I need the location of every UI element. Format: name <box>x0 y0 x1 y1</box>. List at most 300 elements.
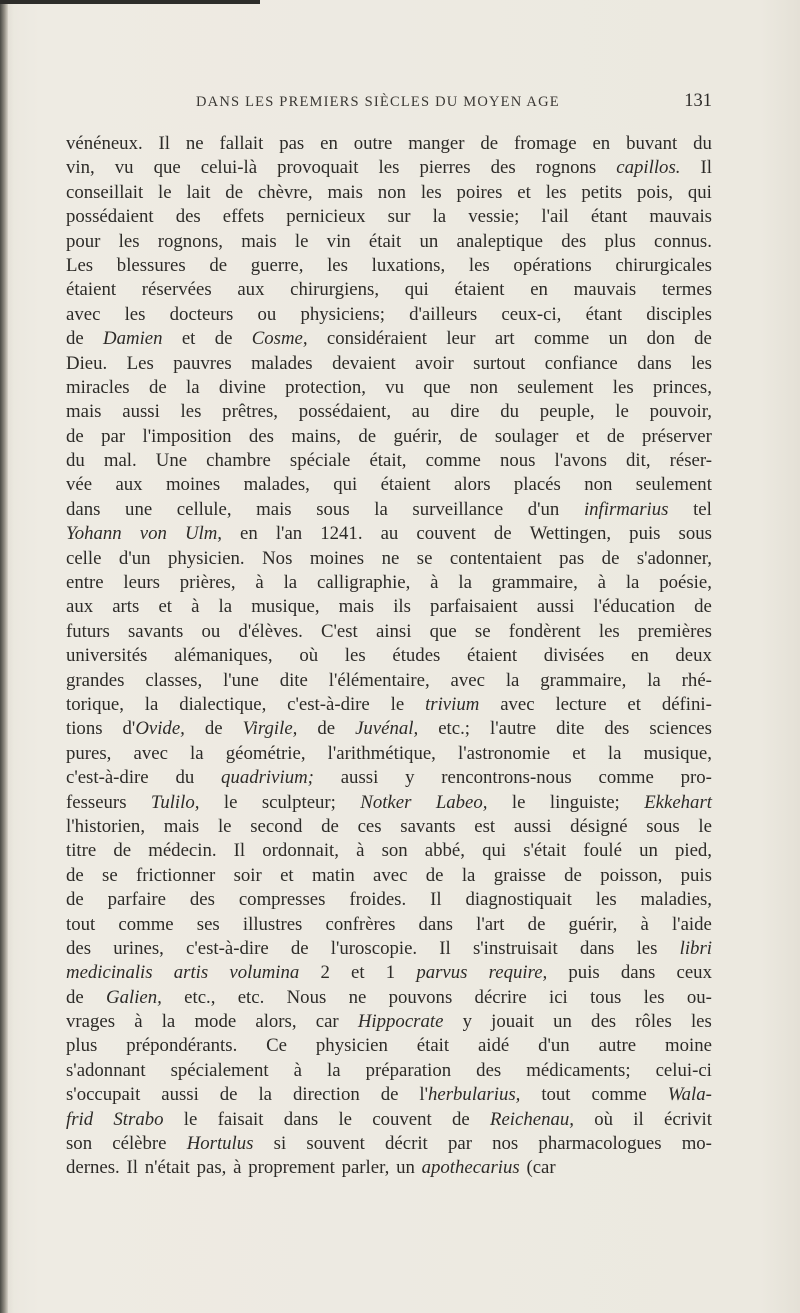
word: calligraphie, <box>316 572 411 594</box>
word: chirurgicales <box>615 254 712 276</box>
word: 1241. <box>320 523 363 545</box>
word: aussi <box>161 1084 199 1106</box>
word: l'une <box>223 669 259 691</box>
word: de <box>606 425 625 447</box>
word: seulement <box>517 376 594 398</box>
word: dit, <box>626 450 651 472</box>
word: les <box>690 1011 712 1033</box>
word: titre <box>66 840 97 862</box>
word: petits <box>581 181 623 203</box>
word: musique, <box>251 596 320 618</box>
word: la <box>327 1059 341 1081</box>
word: il <box>633 1108 644 1130</box>
word: fondèrent <box>508 620 581 642</box>
word: puis <box>680 864 712 886</box>
word: dans <box>66 498 101 520</box>
word: aidé <box>477 1035 510 1057</box>
word: par <box>447 1133 472 1155</box>
text-line <box>66 254 712 278</box>
word: dans <box>620 962 656 984</box>
word: etc., <box>184 986 216 1008</box>
word: physiciens; <box>300 303 385 325</box>
word: du <box>693 133 712 154</box>
word: en <box>630 645 649 667</box>
word: art <box>494 328 515 350</box>
word: étaient <box>454 279 505 301</box>
word: de <box>290 937 309 959</box>
word: pied, <box>674 840 712 862</box>
word: surveillance <box>412 498 504 520</box>
running-header <box>68 91 712 120</box>
word: le <box>511 791 526 813</box>
word: la <box>461 864 476 886</box>
text-line <box>66 425 712 449</box>
word: spécialement <box>170 1059 269 1081</box>
word: en <box>240 523 258 545</box>
word: de <box>148 376 167 398</box>
word: les <box>118 230 140 252</box>
word: universités <box>66 645 148 667</box>
word: les <box>180 401 202 423</box>
word: fromage <box>514 133 577 154</box>
word: et <box>517 181 531 203</box>
word: don <box>646 328 675 350</box>
text-line <box>66 1132 712 1156</box>
word: alors <box>454 474 491 496</box>
word: de <box>66 425 84 447</box>
text-line <box>66 888 712 912</box>
word: connus. <box>654 230 712 252</box>
word: tions <box>66 718 103 740</box>
word: qui <box>404 279 429 301</box>
word: et <box>181 328 196 350</box>
word: Hippocrate <box>357 1011 444 1033</box>
word: la <box>458 572 472 594</box>
word: l'aide <box>671 913 712 935</box>
word: préparation <box>365 1059 452 1081</box>
word: les <box>545 181 567 203</box>
word: la <box>607 742 622 764</box>
word: autre <box>598 1035 637 1057</box>
word: savants <box>128 620 184 642</box>
word: volumina <box>229 962 300 984</box>
word: ceux-ci, <box>501 303 562 325</box>
word: rhé- <box>681 669 712 691</box>
word: de <box>214 328 233 350</box>
text-line <box>66 644 712 668</box>
word: à <box>233 1157 242 1179</box>
word: préserver <box>641 425 712 447</box>
word: de <box>66 328 84 350</box>
word: le <box>294 230 309 252</box>
word: futurs <box>66 620 110 642</box>
word: les <box>612 376 634 398</box>
word: Ce <box>266 1035 288 1057</box>
word: ou <box>201 620 221 642</box>
word: pas <box>559 547 585 569</box>
word: le <box>217 815 232 837</box>
word: medicinalis <box>66 962 153 984</box>
word: ces <box>357 815 382 837</box>
word: mais <box>256 498 292 520</box>
word: de <box>425 864 444 886</box>
word: un <box>396 1157 415 1179</box>
word: leur <box>446 328 476 350</box>
word: abbé, <box>424 840 465 862</box>
word: des <box>591 1011 617 1033</box>
word: où <box>594 1108 614 1130</box>
word: couvent <box>372 1108 432 1130</box>
word: l'arithmétique, <box>327 742 436 764</box>
word: ne <box>185 133 204 154</box>
word: tout <box>66 913 96 935</box>
word: provoquait <box>277 157 359 179</box>
word: Reichenau, <box>490 1108 574 1130</box>
word: artis <box>173 962 209 984</box>
word: urines, <box>113 937 164 959</box>
word: la <box>432 206 447 228</box>
word: de <box>358 425 377 447</box>
word: sous <box>316 498 350 520</box>
text-line <box>66 986 712 1010</box>
word: possédaient <box>66 206 154 228</box>
word: et <box>572 742 586 764</box>
word: illustres <box>242 913 303 935</box>
word: docteurs <box>169 303 234 325</box>
word: grammaire, <box>540 669 627 691</box>
word: vée <box>66 474 93 496</box>
word: celui-ci <box>655 1059 712 1081</box>
word: aux <box>66 596 94 618</box>
word: mal. <box>103 450 137 472</box>
word: les <box>468 254 490 276</box>
word: malades, <box>243 474 310 496</box>
word: dialectique, <box>179 693 267 715</box>
text-line <box>66 620 712 644</box>
word: considéraient <box>326 328 428 350</box>
word: quadrivium; <box>221 767 314 789</box>
word: où <box>299 645 319 667</box>
word: Galien, <box>106 986 162 1008</box>
word: rognons, <box>157 230 223 252</box>
text-line <box>66 278 712 302</box>
word: lait <box>186 181 211 203</box>
word: ne <box>381 547 400 569</box>
word: mauvais <box>573 279 637 301</box>
word: et <box>280 864 294 886</box>
word: de <box>225 181 244 203</box>
word: dans <box>418 913 453 935</box>
word: arts <box>112 596 140 618</box>
word: des <box>476 1059 502 1081</box>
word: avec <box>133 742 168 764</box>
word: géométrie, <box>225 742 306 764</box>
word: la <box>218 596 233 618</box>
word: l'élémentaire, <box>328 669 430 691</box>
word: require, <box>488 962 548 984</box>
word: Nous <box>286 986 327 1008</box>
word: puis <box>629 523 661 545</box>
word: l'herbularius, <box>419 1084 521 1106</box>
word: Les <box>66 254 94 276</box>
word: de <box>564 864 582 886</box>
word: y <box>405 767 415 789</box>
word: pures, <box>66 742 112 764</box>
word: ses <box>196 913 220 935</box>
text-line <box>66 205 712 229</box>
word: Ulm, <box>184 523 222 545</box>
text-line <box>66 742 712 766</box>
word: chèvre, <box>257 181 313 203</box>
word: études <box>392 645 441 667</box>
word: Damien <box>103 328 163 350</box>
word: cellule, <box>176 498 232 520</box>
word: 1 <box>385 962 396 984</box>
word: et <box>575 425 590 447</box>
word: les <box>595 889 617 911</box>
text-line <box>66 961 712 985</box>
word: guerre, <box>250 254 304 276</box>
page-number: 131 <box>684 91 712 111</box>
word: prières, <box>179 572 236 594</box>
word: avec <box>373 864 408 886</box>
word: Il <box>700 157 712 179</box>
word: alémaniques, <box>174 645 273 667</box>
word: physicien <box>315 1035 388 1057</box>
word: frictionner <box>136 864 216 886</box>
word: célèbre <box>112 1133 167 1155</box>
word: la <box>283 572 298 594</box>
word: torique, <box>66 693 124 715</box>
word: pouvoir, <box>649 401 712 423</box>
word: l'avons <box>554 450 607 472</box>
word: que <box>429 620 457 642</box>
word: à <box>255 572 264 594</box>
word: apothecarius <box>421 1157 520 1179</box>
word: sur <box>387 206 411 228</box>
word: protection, <box>285 376 366 398</box>
word: blessures <box>116 254 186 276</box>
text-line <box>66 498 712 522</box>
word: parler, <box>341 1157 390 1179</box>
page-top-shadow <box>0 0 260 4</box>
word: plus <box>604 230 636 252</box>
text-line <box>66 1034 712 1058</box>
text-line <box>66 913 712 937</box>
word: du <box>175 767 195 789</box>
word: décrire <box>474 986 527 1008</box>
word: opérations <box>513 254 592 276</box>
word: moines <box>165 474 221 496</box>
word: ainsi <box>375 620 412 642</box>
word: au <box>411 401 430 423</box>
word: von <box>139 523 167 545</box>
word: la <box>161 1011 176 1033</box>
word: jouait <box>491 1011 534 1033</box>
word: couvent <box>416 523 476 545</box>
word: grammaire, <box>491 572 578 594</box>
word: mais <box>163 815 200 837</box>
word: conseillait <box>66 181 144 203</box>
word: que <box>153 157 181 179</box>
text-line <box>66 937 712 961</box>
word: compresses <box>238 889 326 911</box>
word: alors, <box>255 1011 297 1033</box>
word: direction <box>292 1084 360 1106</box>
page-binding-edge <box>0 0 8 1313</box>
text-line <box>66 473 712 497</box>
word: Notker <box>360 791 412 813</box>
word: comme <box>598 767 654 789</box>
word: médecin. <box>148 840 217 862</box>
word: dernes. <box>66 1157 120 1179</box>
running-title: DANS LES PREMIERS SIÈCLES DU MOYEN AGE <box>196 94 560 110</box>
word: Yohann <box>66 523 122 545</box>
word: réservées <box>141 279 212 301</box>
word: chambre <box>206 450 271 472</box>
word: foulé <box>583 840 622 862</box>
word: disciples <box>646 303 712 325</box>
word: musique, <box>643 742 712 764</box>
text-line <box>66 400 712 424</box>
word: à <box>597 572 606 594</box>
word: divine <box>218 376 266 398</box>
word: ordonnait, <box>262 840 339 862</box>
word: étant <box>590 206 628 228</box>
word: peuple, <box>539 401 595 423</box>
word: des <box>561 230 587 252</box>
word: pour <box>66 230 101 252</box>
word: termes <box>661 279 712 301</box>
word: de <box>66 889 84 911</box>
word: est <box>474 815 496 837</box>
word: tel <box>693 498 712 520</box>
word: se <box>416 547 433 569</box>
word: rôles <box>635 1011 672 1033</box>
word: tous <box>590 986 622 1008</box>
word: son <box>381 840 408 862</box>
word: avec <box>450 669 485 691</box>
word: les <box>643 986 665 1008</box>
word: pierres <box>419 157 471 179</box>
word: Strabo <box>113 1108 164 1130</box>
word: en <box>530 279 548 301</box>
word: l'art <box>476 913 505 935</box>
text-line <box>66 547 712 571</box>
word: s'adonnant <box>66 1059 146 1081</box>
word: étaient <box>66 279 117 301</box>
text-line <box>66 303 712 327</box>
word: Dieu. <box>66 352 108 374</box>
word: les <box>420 181 442 203</box>
word: poésie, <box>659 572 712 594</box>
word: étant <box>585 303 623 325</box>
word: dans <box>637 352 672 374</box>
word: les <box>327 254 348 276</box>
word: un <box>608 328 628 350</box>
word: comme <box>533 328 590 350</box>
word: Labeo, <box>435 791 488 813</box>
word: mais <box>338 596 375 618</box>
word: son <box>66 1133 93 1155</box>
word: parfaisaient <box>430 596 518 618</box>
word: rencontrons-nous <box>441 767 572 789</box>
word: un <box>419 230 439 252</box>
text-line <box>66 230 712 254</box>
word: la <box>505 669 520 691</box>
word: d'un <box>527 498 560 520</box>
word: de <box>452 1108 470 1130</box>
text-line <box>66 815 712 839</box>
word: des <box>189 889 215 911</box>
word: les <box>344 645 366 667</box>
word: d'un <box>538 1035 570 1057</box>
word: puis <box>568 962 600 984</box>
word: mais <box>66 401 102 423</box>
word: des <box>248 425 274 447</box>
word: le <box>615 401 629 423</box>
word: Il <box>126 1157 138 1179</box>
word: souvent <box>306 1133 365 1155</box>
word: diagnostiquait <box>465 889 572 911</box>
text-line <box>66 1059 712 1083</box>
word: d'un <box>118 547 151 569</box>
word: l'astronomie <box>458 742 551 764</box>
word: un <box>639 840 658 862</box>
word: les <box>691 352 712 374</box>
word: à <box>191 596 200 618</box>
word: proprement <box>248 1157 335 1179</box>
word: infirmarius <box>583 498 669 520</box>
word: de <box>493 523 512 545</box>
word: fallait <box>219 133 264 154</box>
word: qui <box>482 840 507 862</box>
text-line <box>66 864 712 888</box>
word: Tulilo, <box>150 791 200 813</box>
word: s'instruisait <box>472 937 558 959</box>
text-line <box>66 449 712 473</box>
word: une <box>125 498 153 520</box>
word: frid <box>66 1108 94 1130</box>
word: etc.; <box>438 718 470 740</box>
word: effets <box>222 206 265 228</box>
word: Il <box>430 889 442 911</box>
body-text <box>66 132 712 1181</box>
word: des <box>604 718 630 740</box>
text-line <box>66 791 712 815</box>
word: aussi <box>340 767 379 789</box>
word: Hortulus <box>186 1133 254 1155</box>
word: qui <box>687 181 712 203</box>
word: classes, <box>145 669 203 691</box>
word: au <box>380 523 399 545</box>
word: vessie; <box>468 206 520 228</box>
word: sciences <box>649 718 712 740</box>
word: pernicieux <box>286 206 366 228</box>
word: de <box>209 254 228 276</box>
word: étaient <box>467 645 518 667</box>
word: d'ailleurs <box>409 303 478 325</box>
word: poisson, <box>600 864 663 886</box>
word: matin <box>311 864 355 886</box>
word: à <box>640 913 649 935</box>
word: médicaments; <box>526 1059 631 1081</box>
word: l'uroscopie. <box>330 937 418 959</box>
word: sous <box>678 523 712 545</box>
word: dire <box>450 401 480 423</box>
word: mode <box>194 1011 237 1033</box>
word: le <box>390 693 405 715</box>
